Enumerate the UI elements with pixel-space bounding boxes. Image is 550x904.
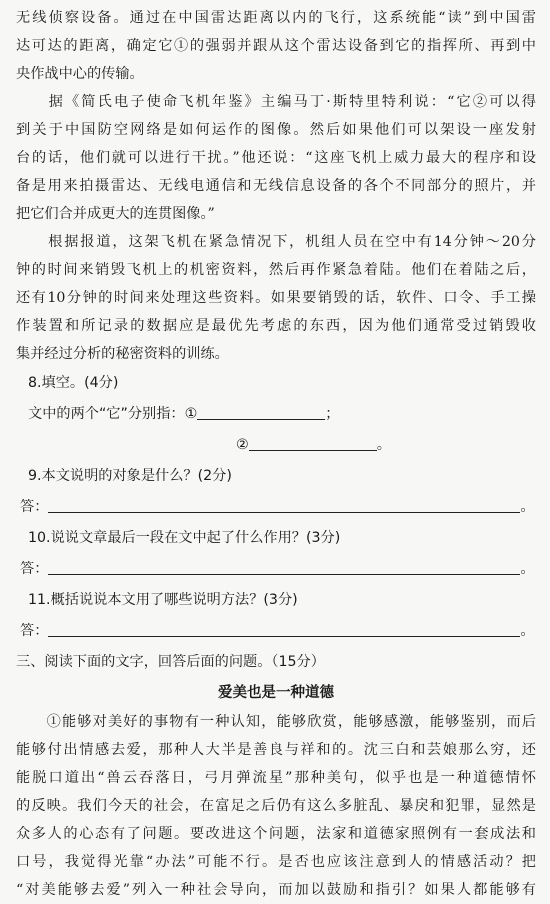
passage-1 [16,4,536,368]
question-9-label: 9.本文说明的对象是什么？(2分) [28,468,232,484]
question-11-label: 11.概括说说本文用了哪些说明方法？(3分) [28,592,298,608]
passage-line: 能够付出情感去爱，那种人大半是善良与祥和的。沈三白和芸娘那么穷，还 [16,742,536,758]
answer-end: 。 [520,623,535,639]
answer-line[interactable] [48,560,520,575]
question-8-second [16,430,536,461]
answer-line[interactable] [48,498,520,513]
passage-line: 的反映。我们今天的社会，在富足之后仍有这么多脏乱、暴戾和犯罪，显然是 [16,798,536,814]
question-8-label: 8.填空。(4分) [28,375,119,391]
passage-line: 无线侦察设备。通过在中国雷达距离以内的飞行，这系统能“读”到中国雷 [16,10,536,26]
answer-label: 答： [20,561,49,577]
passage-line: 央作战中心的传输。 [16,66,144,82]
question-8-mark-2: ② [236,437,249,453]
question-8-end-1: ； [325,406,340,422]
passage-2 [16,708,536,904]
question-11-answer [16,616,536,647]
answer-blank-2[interactable] [249,436,377,451]
passage-line: 集并经过分析的秘密资料的训练。 [16,346,229,362]
answer-end: 。 [520,499,535,515]
passage-line: 钟的时间来销毁飞机上的机密资料，然后再作紧急着陆。他们在着陆之后， [16,262,536,278]
passage-line: 口号，我觉得光靠“办法”可能不行。是否也应该注意到人的情感活动？把 [16,854,536,870]
question-10-label: 10.说说文章最后一段在文中起了什么作用？(3分) [28,530,341,546]
question-9-answer [16,492,536,523]
question-10-answer [16,554,536,585]
passage-line: 作装置和所记录的数据应是最优先考虑的东西，因为他们通常受过销毁收 [16,318,536,334]
passage-line: 到关于中国防空网络是如何运作的图像。然后如果他们可以架设一座发射 [16,122,536,138]
passage-line: 据《简氏电子使命飞机年鉴》主编马丁·斯特里特利说：“它②可以得 [16,94,536,110]
answer-blank-1[interactable] [197,405,325,420]
section-3-heading: 三、阅读下面的文字，回答后面的问题。（15分） [16,654,325,670]
passage-line: 众多人的心态有了问题。要改进这个问题，法家和道德家照例有一套成法和 [16,826,536,842]
article-title: 爱美也是一种道德 [218,685,334,701]
passage-line: 备是用来拍摄雷达、无线电通信和无线信息设备的各个不同部分的照片，并 [16,178,536,194]
answer-label: 答： [20,623,49,639]
question-8-prompt [16,399,536,430]
passage-line: “对美能够去爱”列入一种社会导向，而加以鼓励和指引？如果人都能够有 [16,882,536,898]
passage-line: 达可达的距离，确定它①的强弱并跟从这个雷达设备到它的指挥所、再到中 [16,38,536,54]
passage-line: 台的话，他们就可以进行干扰。”他还说：“这座飞机上威力最大的程序和设 [16,150,536,166]
passage-line: ①能够对美好的事物有一种认知，能够欣赏，能够感激，能够鉴别，而后 [16,714,536,730]
answer-line[interactable] [48,622,520,637]
passage-line: 把它们合并成更大的连贯图像。” [16,206,215,222]
question-8-prompt-text: 文中的两个“它”分别指：① [28,406,198,422]
answer-end: 。 [520,561,535,577]
question-8-end-2: 。 [376,437,391,453]
passage-line: 根据报道，这架飞机在紧急情况下，机组人员在空中有14分钟～20分 [16,234,536,250]
passage-line: 能脱口道出“兽云吞落日，弓月弹流星”那种美句，似乎也是一种道德情怀 [16,770,536,786]
passage-line: 还有10分钟的时间来处理这些资料。如果要销毁的话，软件、口令、手工操 [16,290,536,306]
answer-label: 答： [20,499,49,515]
